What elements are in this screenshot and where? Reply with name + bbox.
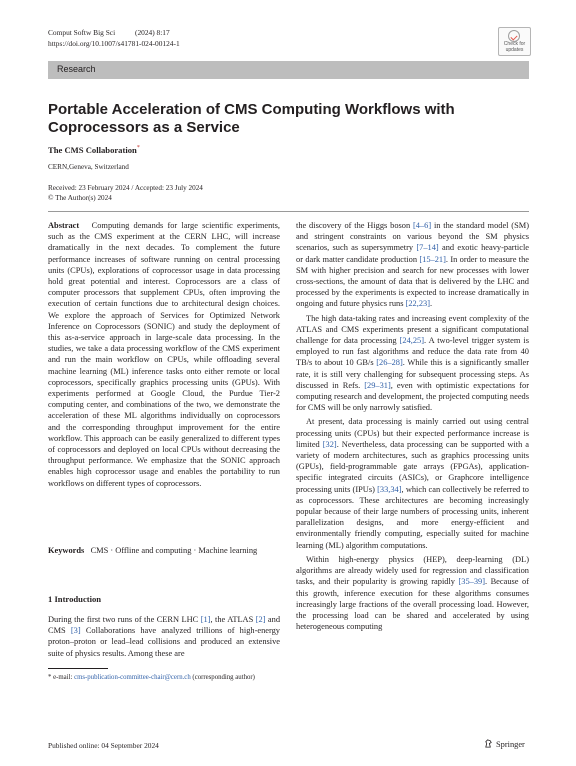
citation-link[interactable]: [22,23]: [405, 299, 430, 309]
journal-header: [48, 28, 170, 38]
footnote: [48, 673, 283, 682]
publisher-name: Springer: [496, 740, 525, 749]
citation-link[interactable]: [35–39]: [458, 577, 485, 587]
intro-paragraph: [48, 614, 280, 659]
citation-link[interactable]: [33,34]: [377, 484, 402, 494]
received-accepted: Received: 23 February 2024 / Accepted: 23 July 2024: [48, 184, 203, 192]
paragraph: [296, 313, 529, 414]
intro-text: Collaborations have analyzed trillions of high-energy proton–proton or lead–lead collisions and produced an extensive suite of physics results. Among these are: [48, 626, 280, 658]
citation-link[interactable]: [15–21]: [419, 254, 446, 264]
footnote-rule: [48, 668, 108, 669]
publisher-logo: [484, 739, 525, 749]
intro-text: During the first two runs of the CERN LHC: [48, 615, 201, 624]
author-name: The CMS Collaboration: [48, 145, 137, 155]
copyright: © The Author(s) 2024: [48, 194, 112, 202]
affiliation: CERN,Geneva, Switzerland: [48, 163, 129, 171]
body-text: . Because of this growth, inference execution for these algorithms consumes increasingly large fractions of the overall processing load. However, the processing load can be shared and accelerated by using heterogeneous computing: [296, 577, 529, 632]
citation-link[interactable]: [24,25]: [399, 336, 425, 346]
keywords-label: Keywords: [48, 546, 85, 555]
body-text: and exotic heavy-particle or dark matter candidate production: [296, 243, 529, 264]
email-link[interactable]: cms-publication-committee-chair@cern.ch: [74, 674, 191, 681]
body-text: The high data-taking rates and increasing event complexity of the ATLAS and CMS experiments present a significant computational challenge for data processing: [296, 313, 529, 346]
doi-link[interactable]: https://doi.org/10.1007/s41781-024-00124-1: [48, 39, 180, 48]
springer-horse-icon: [484, 739, 493, 748]
abstract-text: Computing demands for large scientific experiments, such as the CMS experiment at the CERN LHC, will increase dramatically in the next decades. To complement the future performance increases of software running on central processing units (CPUs), explorations of coprocessor usage in data processing hold great potential and interest. Coprocessors are a class of computer processors that supplement CPUs, often improving the execution of certain functions due to architectural design choices. We explore the approach of Services for Optimized Network Inference on Coprocessors (SONIC) and study the deployment of this as-a-service approach in large-scale data processing. In the studies, we take a data processing workflow of the CMS experiment and run the main workflow on CPUs, while offloading several machine learning (ML) inference tasks onto either remote or local coprocessors, specifically graphics processing units (GPUs). With experiments performed at Google Cloud, the Purdue Tier-2 computing center, and combinations of the two, we demonstrate the acceleration of these ML algorithms individually on coprocessors and the corresponding throughput improvement for the entire workflow. This approach can be easily generalized to different types of coprocessors and deployed on local CPUs without decreasing the throughput performance. We emphasize that the SONIC approach enables high coprocessor usage and enables the portability to run workflows on different types of coprocessors.: [48, 221, 280, 488]
body-text: At present, data processing is mainly carried out using central processing units (CPUs) but their expected performance increase is limited: [296, 417, 529, 449]
author-line: [48, 145, 140, 155]
check-for-updates-label: Check for updates: [503, 41, 526, 53]
section-heading-introduction: 1 Introduction: [48, 594, 102, 604]
citation-link[interactable]: [2]: [255, 615, 266, 624]
citation-link[interactable]: [1]: [200, 615, 211, 624]
body-text: , even with optimistic expectations for computing research and development, the projected computing needs for CMS will be only narrowly satisfied.: [296, 380, 529, 413]
footnote-mark: *: [48, 674, 52, 681]
body-text: the discovery of the Higgs boson: [296, 221, 413, 230]
citation-link[interactable]: [29–31]: [364, 380, 391, 390]
intro-text: and CMS: [48, 615, 281, 636]
article-type: Research: [57, 64, 96, 74]
footnote-text: e-mail:: [51, 674, 75, 681]
body-text: . A two-level trigger system is employed to run fast algorithms and reduce the data rate from 40 TB/s to about 10 GB/s: [296, 336, 529, 368]
published-online: Published online: 04 September 2024: [48, 741, 159, 750]
article-type-band: [48, 61, 529, 79]
article-title: Portable Acceleration of CMS Computing Workflows with Coprocessors as a Service: [48, 101, 455, 136]
body-text: , which can collectively be referred to as coprocessors. These architectures are becoming increasingly popular because of their large numbers of processing units, inherent parallelization designs, and more energy-efficient and environmentally friendly computing, especially suited for machine learning (ML) algorithm computations.: [296, 484, 529, 550]
body-text: . Nevertheless, data processing can be supported with a variety of modern architectures, such as graphics processing units (GPUs), field-programmable gate arrays (FPGAs), application-specific integrated circuits (ASICs), or Graphcore intelligence processing units (IPUs): [296, 439, 530, 494]
check-for-updates-badge[interactable]: [498, 27, 531, 56]
paragraph: [296, 416, 529, 550]
paragraph: [296, 554, 529, 632]
footnote-text: (corresponding author): [190, 674, 255, 681]
body-text: Within high-energy physics (HEP), deep-learning (DL) algorithms are already widely used for regression and classification tasks, and their popularity is growing rapidly: [296, 554, 529, 587]
corresponding-mark: *: [136, 145, 140, 152]
citation-link[interactable]: [3]: [70, 626, 81, 636]
volume-info: (2024) 8:17: [135, 28, 170, 37]
citation-link[interactable]: [7–14]: [416, 243, 439, 253]
body-text: . While this is a significantly smaller rate, it is still very challenging for subsequent processing steps. As discussed in Refs.: [296, 358, 529, 390]
paragraph: [296, 220, 529, 310]
body-text: .: [429, 299, 433, 309]
journal-name: Comput Softw Big Sci: [48, 28, 116, 37]
right-column: [296, 220, 529, 632]
citation-link[interactable]: [26–28]: [376, 358, 403, 368]
keywords-block: [48, 545, 280, 556]
abstract-block: [48, 220, 280, 489]
body-text: . In order to measure the SM with higher precision and search for new processes with lower cross-sections, the amount of data that is delivered by the LHC and processed by the experiments is expected to increase dramatically in ongoing and future physics runs: [296, 254, 529, 309]
header-rule: [48, 211, 529, 212]
intro-text: , the ATLAS: [210, 615, 256, 624]
citation-link[interactable]: [4–6]: [412, 221, 432, 230]
keywords-text: CMS · Offline and computing · Machine learning: [90, 546, 258, 555]
article-dates: [48, 183, 203, 203]
abstract-label: Abstract: [48, 221, 80, 230]
citation-link[interactable]: [32]: [322, 439, 337, 449]
body-text: in the standard model (SM) and stringent constraints on various beyond the SM physics scenarios, such as supersymmetry: [296, 221, 529, 253]
